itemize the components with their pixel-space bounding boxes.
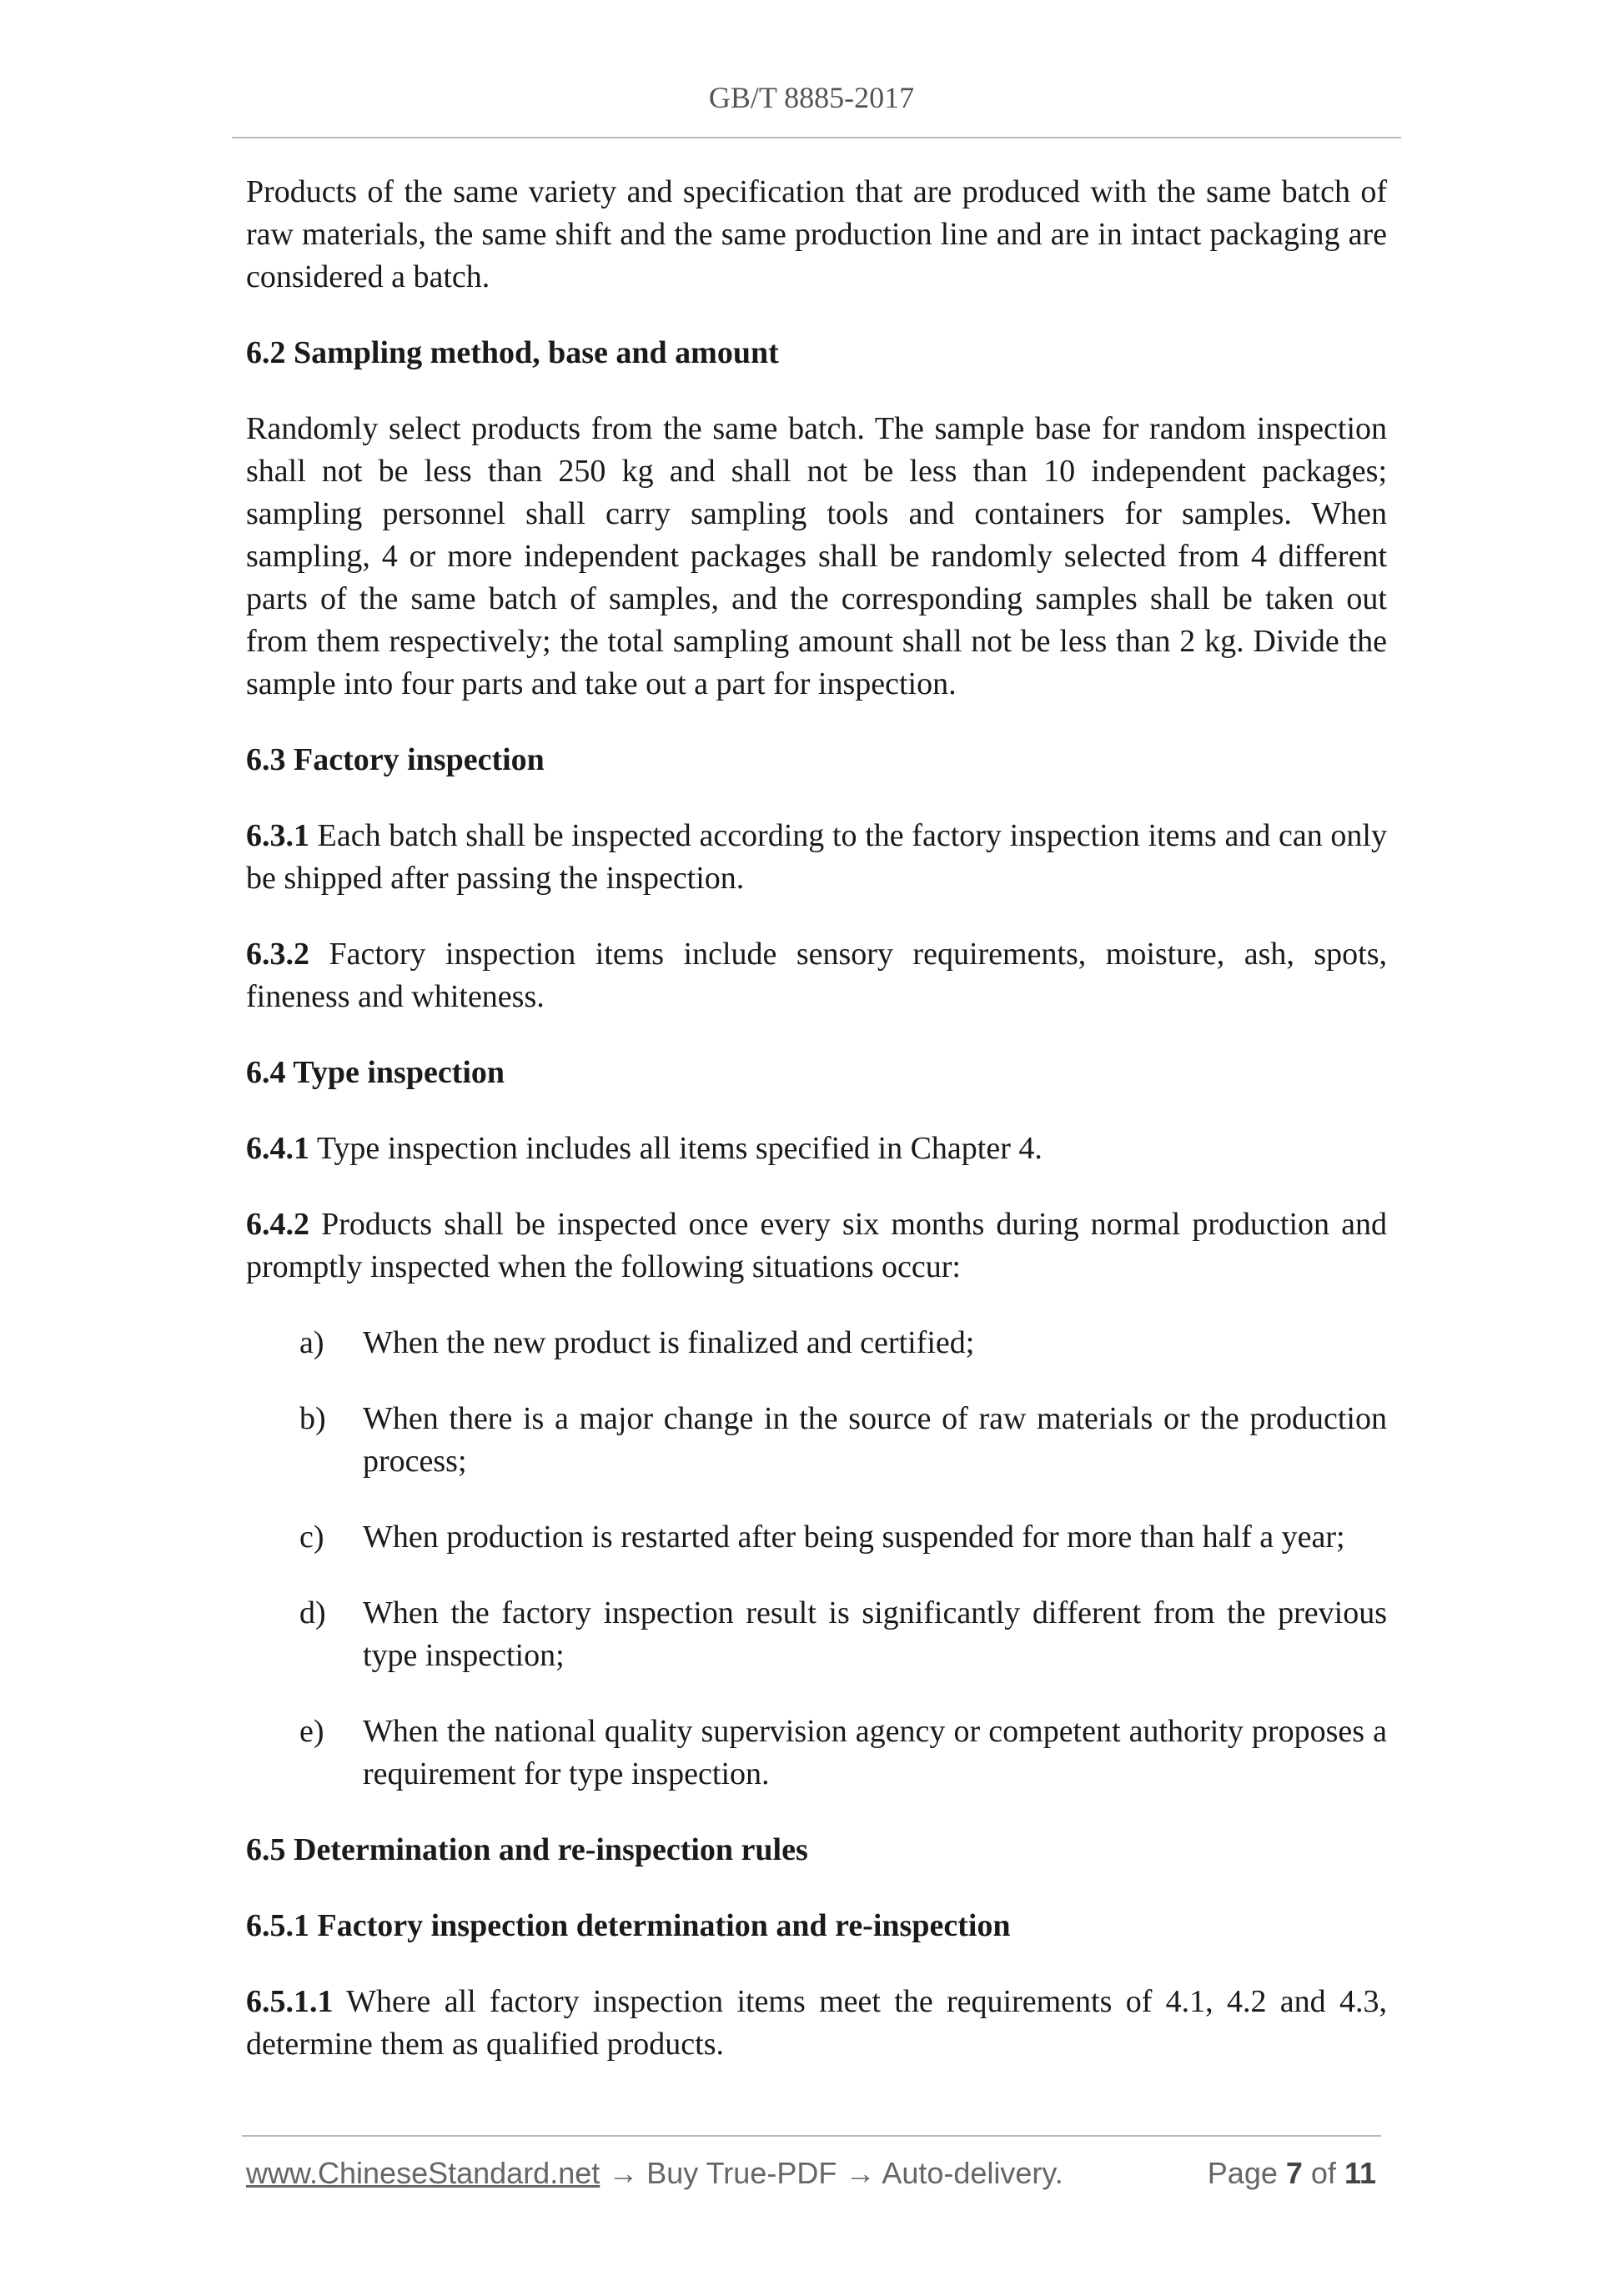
page-label: Page — [1207, 2156, 1286, 2190]
clause-number: 6.4.2 — [246, 1207, 309, 1242]
section-heading-6-5-1: 6.5.1 Factory inspection determination and re-inspection — [246, 1908, 1011, 1943]
section-heading-6-3: 6.3 Factory inspection — [246, 742, 545, 777]
batch-definition-paragraph: Products of the same variety and specification that are produced with the same batch of raw materials, the same shift and the same production line and are in intact packaging are considered a batch. — [246, 174, 1387, 294]
list-item — [246, 1398, 1387, 1483]
footer-promo-text: → Buy True-PDF → Auto-delivery. — [600, 2156, 1063, 2190]
clause-text: Where all factory inspection items meet the requirements of 4.1, 4.2 and 4.3, determine them as qualified products. — [246, 1984, 1387, 2062]
list-item — [246, 1711, 1387, 1796]
section-heading-6-2: 6.2 Sampling method, base and amount — [246, 335, 779, 370]
clause-6-3-1 — [246, 815, 1387, 900]
clause-text: Type inspection includes all items specified in Chapter 4. — [309, 1131, 1043, 1166]
list-marker: e) — [299, 1714, 324, 1749]
clause-number: 6.3.1 — [246, 818, 309, 853]
document-header-title: GB/T 8885-2017 — [708, 81, 915, 114]
section-heading-6-4: 6.4 Type inspection — [246, 1055, 505, 1090]
clause-6-3-2 — [246, 933, 1387, 1018]
list-item — [246, 1592, 1387, 1677]
current-page-number: 7 — [1285, 2156, 1303, 2190]
page-indicator — [1208, 2156, 1376, 2191]
header-divider — [232, 137, 1401, 138]
sampling-paragraph: Randomly select products from the same batch. The sample base for random inspection shall not be less than 250 kg and shall not be less than 10 independent packages; sampling personnel shall carry sampling tools and containers for samples. When sampling, 4 or more independent packages shall be randomly selected from 4 different parts of the same batch of samples, and the corresponding samples shall be taken out from them respectively; the total sampling amount shall not be less than 2 kg. Divide the sample into four parts and take out a part for inspection. — [246, 411, 1387, 701]
list-item-text: When the national quality supervision agency or competent authority proposes a requirement for type inspection. — [363, 1714, 1387, 1791]
list-item-text: When the new product is finalized and certified; — [363, 1325, 975, 1360]
clause-text: Factory inspection items include sensory requirements, moisture, ash, spots, fineness and whiteness. — [246, 937, 1387, 1014]
list-item — [246, 1322, 1387, 1364]
inspection-situations-list — [246, 1322, 1387, 1796]
section-heading-6-5: 6.5 Determination and re-inspection rules — [246, 1832, 808, 1867]
list-item — [246, 1516, 1387, 1559]
list-item-text: When production is restarted after being suspended for more than half a year; — [363, 1520, 1345, 1555]
clause-text: Products shall be inspected once every six months during normal production and promptly inspected when the following situations occur: — [246, 1207, 1387, 1284]
list-marker: b) — [299, 1401, 326, 1436]
document-body — [246, 171, 1387, 2099]
clause-number: 6.3.2 — [246, 937, 309, 972]
clause-number: 6.5.1.1 — [246, 1984, 334, 2019]
list-marker: d) — [299, 1595, 326, 1630]
list-item-text: When the factory inspection result is significantly different from the previous type inspection; — [363, 1595, 1387, 1673]
clause-6-5-1-1 — [246, 1981, 1387, 2066]
clause-text: Each batch shall be inspected according to the factory inspection items and can only be shipped after passing the inspection. — [246, 818, 1387, 896]
footer-divider — [242, 2135, 1381, 2137]
list-marker: a) — [299, 1325, 324, 1360]
clause-number: 6.4.1 — [246, 1131, 309, 1166]
list-marker: c) — [299, 1520, 324, 1555]
page-of-label: of — [1302, 2156, 1344, 2190]
total-page-number: 11 — [1344, 2156, 1376, 2190]
clause-6-4-2 — [246, 1203, 1387, 1289]
list-item-text: When there is a major change in the source of raw materials or the production process; — [363, 1401, 1387, 1479]
clause-6-4-1 — [246, 1128, 1387, 1170]
website-link[interactable]: www.ChineseStandard.net — [246, 2156, 600, 2190]
footer-promo — [246, 2156, 1063, 2191]
